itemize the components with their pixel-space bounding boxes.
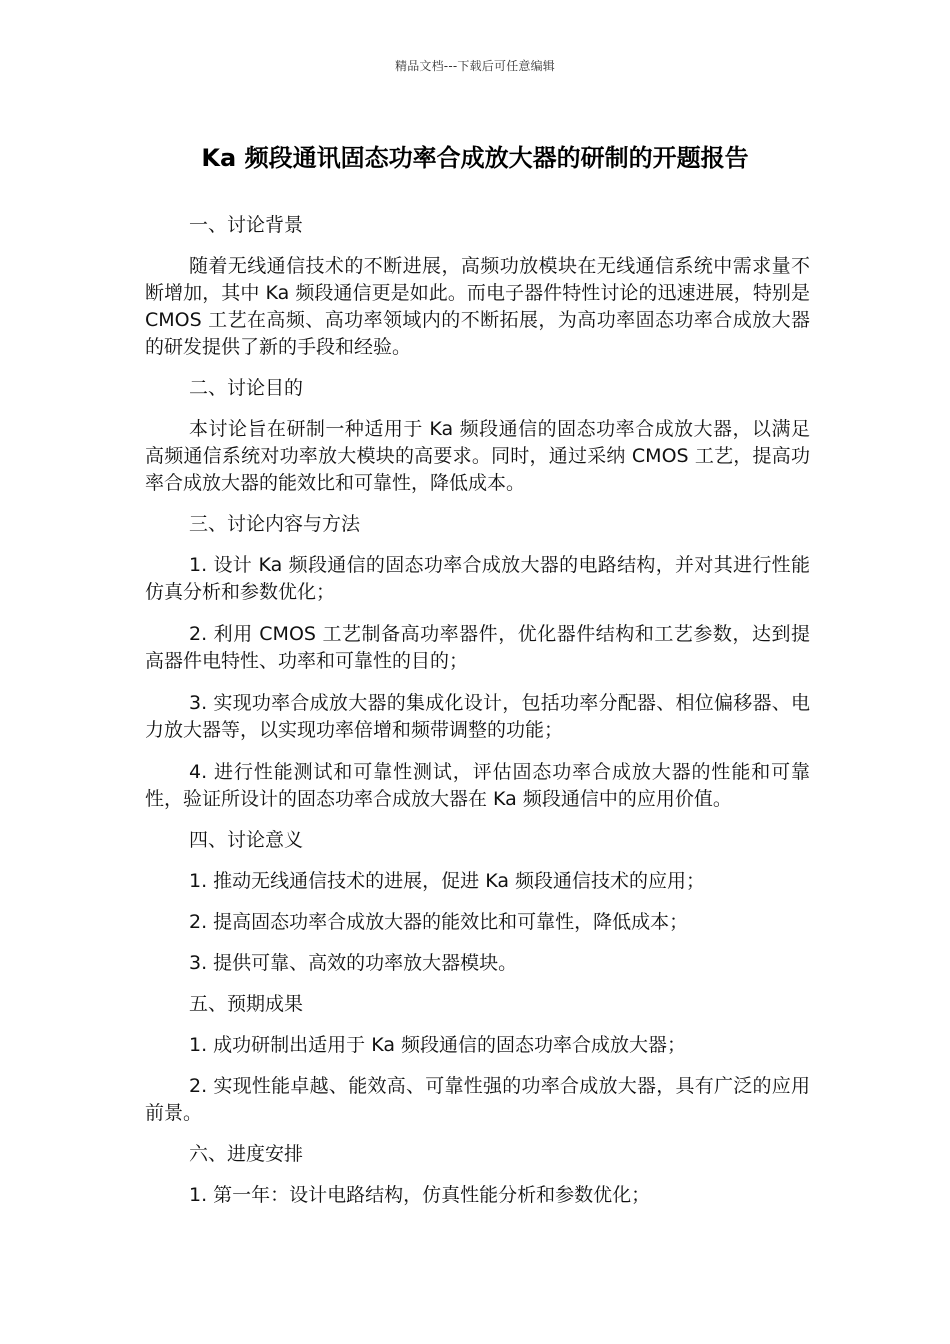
list-item-significance-2: 2. 提高固态功率合成放大器的能效比和可靠性，降低成本； bbox=[189, 911, 689, 933]
page-header: 精品文档---下载后可任意编辑 bbox=[395, 59, 555, 73]
list-item-schedule-1: 1. 第一年：设计电路结构，仿真性能分析和参数优化； bbox=[189, 1184, 651, 1206]
list-item-results-1: 1. 成功研制出适用于 Ka 频段通信的固态功率合成放大器； bbox=[189, 1034, 687, 1056]
list-item-results-2: 2. 实现性能卓越、能效高、可靠性强的功率合成放大器，具有广泛的应用前景。 bbox=[145, 1075, 810, 1124]
section-heading-background: 一、讨论背景 bbox=[189, 214, 304, 236]
section-heading-content-methods: 三、讨论内容与方法 bbox=[189, 513, 361, 535]
list-item-significance-1: 1. 推动无线通信技术的进展，促进 Ka 频段通信技术的应用； bbox=[189, 870, 706, 892]
list-item-significance-3: 3. 提供可靠、高效的功率放大器模块。 bbox=[189, 952, 518, 974]
list-item-content-4: 4. 进行性能测试和可靠性测试，评估固态功率合成放大器的性能和可靠性，验证所设计的固态功率合成放大器在 Ka 频段通信中的应用价值。 bbox=[145, 761, 810, 810]
list-item-content-1: 1. 设计 Ka 频段通信的固态功率合成放大器的电路结构，并对其进行性能仿真分析和参数优化； bbox=[145, 554, 810, 603]
paragraph-purpose: 本讨论旨在研制一种适用于 Ka 频段通信的固态功率合成放大器，以满足高频通信系统对功率放大模块的高要求。同时，通过采纳 CMOS 工艺，提高功率合成放大器的能效比和可靠性，降低成本。 bbox=[145, 418, 810, 494]
list-item-content-2: 2. 利用 CMOS 工艺制备高功率器件，优化器件结构和工艺参数，达到提高器件电特性、功率和可靠性的目的； bbox=[145, 623, 810, 672]
section-heading-purpose: 二、讨论目的 bbox=[189, 377, 304, 399]
document-body bbox=[145, 212, 810, 1209]
document-title: Ka 频段通讯固态功率合成放大器的研制的开题报告 bbox=[201, 144, 749, 172]
paragraph-background: 随着无线通信技术的不断进展，高频功放模块在无线通信系统中需求量不断增加，其中 Ka 频段通信更是如此。而电子器件特性讨论的迅速进展，特别是 CMOS 工艺在高频、高功率领域内的不断拓展，为高功率固态功率合成放大器的研发提供了新的手段和经验。 bbox=[145, 255, 810, 358]
section-heading-significance: 四、讨论意义 bbox=[189, 829, 304, 851]
section-heading-schedule: 六、进度安排 bbox=[189, 1143, 304, 1165]
list-item-content-3: 3. 实现功率合成放大器的集成化设计，包括功率分配器、相位偏移器、电力放大器等，以实现功率倍增和频带调整的功能； bbox=[145, 692, 810, 741]
section-heading-expected-results: 五、预期成果 bbox=[189, 993, 304, 1015]
